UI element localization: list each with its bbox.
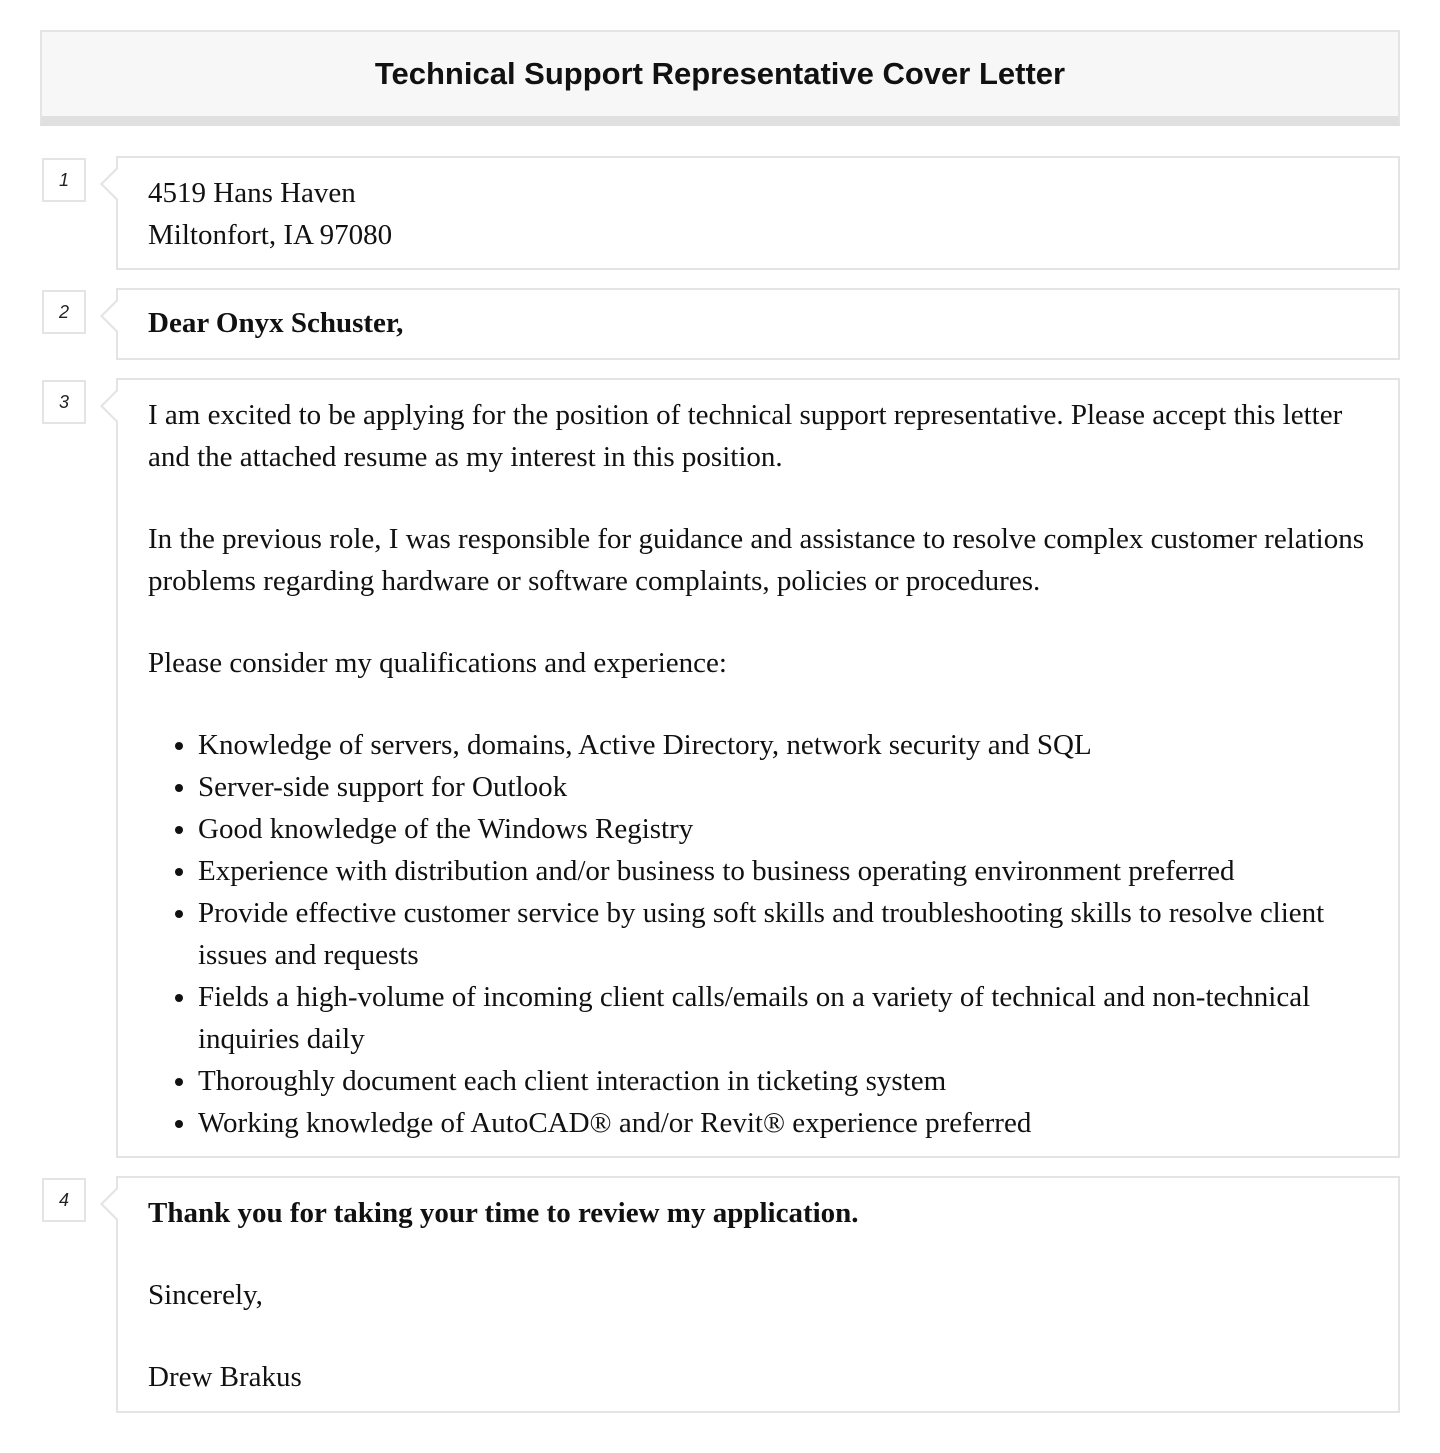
qualifications-intro: Please consider my qualifications and experience: [148, 647, 727, 679]
thank-you-line: Thank you for taking your time to review my application. [148, 1197, 859, 1229]
signature-name: Drew Brakus [148, 1361, 302, 1393]
list-item: • Good knowledge of the Windows Registry [198, 808, 1368, 850]
list-item: • Server-side support for Outlook [198, 766, 1368, 808]
greeting-card [116, 288, 1400, 360]
signoff: Sincerely, [148, 1279, 263, 1311]
qualifications-list [148, 724, 1368, 1144]
previous-role-paragraph: In the previous role, I was responsible for guidance and assistance to resolve complex customer relations problems regarding hardware or software complaints, policies or procedures. [148, 523, 1365, 597]
list-item: • Experience with distribution and/or business to business operating environment preferred [198, 850, 1368, 892]
section-number: 4 [42, 1178, 86, 1222]
section-number: 2 [42, 290, 86, 334]
document-title: Technical Support Representative Cover Letter [374, 56, 1066, 91]
intro-paragraph: I am excited to be applying for the position of technical support representative. Please accept this letter and the attached resume as my interest in this position. [148, 399, 1343, 473]
list-item: • Fields a high-volume of incoming client calls/emails on a variety of technical and non-technical inquiries daily [198, 976, 1368, 1060]
body-card [116, 378, 1400, 1158]
address-line-1: 4519 Hans Haven [148, 177, 356, 209]
list-item: • Thoroughly document each client interaction in ticketing system [198, 1060, 1368, 1102]
list-item: • Working knowledge of AutoCAD® and/or Revit® experience preferred [198, 1102, 1368, 1144]
greeting: Dear Onyx Schuster, [148, 307, 404, 339]
list-item: • Provide effective customer service by using soft skills and troubleshooting skills to resolve client issues and requests [198, 892, 1368, 976]
section-number: 1 [42, 158, 86, 202]
list-item: • Knowledge of servers, domains, Active Directory, network security and SQL [198, 724, 1368, 766]
document-header [40, 30, 1400, 126]
section-number: 3 [42, 380, 86, 424]
address-card [116, 156, 1400, 270]
closing-card [116, 1176, 1400, 1413]
address-line-2: Miltonfort, IA 97080 [148, 219, 393, 251]
